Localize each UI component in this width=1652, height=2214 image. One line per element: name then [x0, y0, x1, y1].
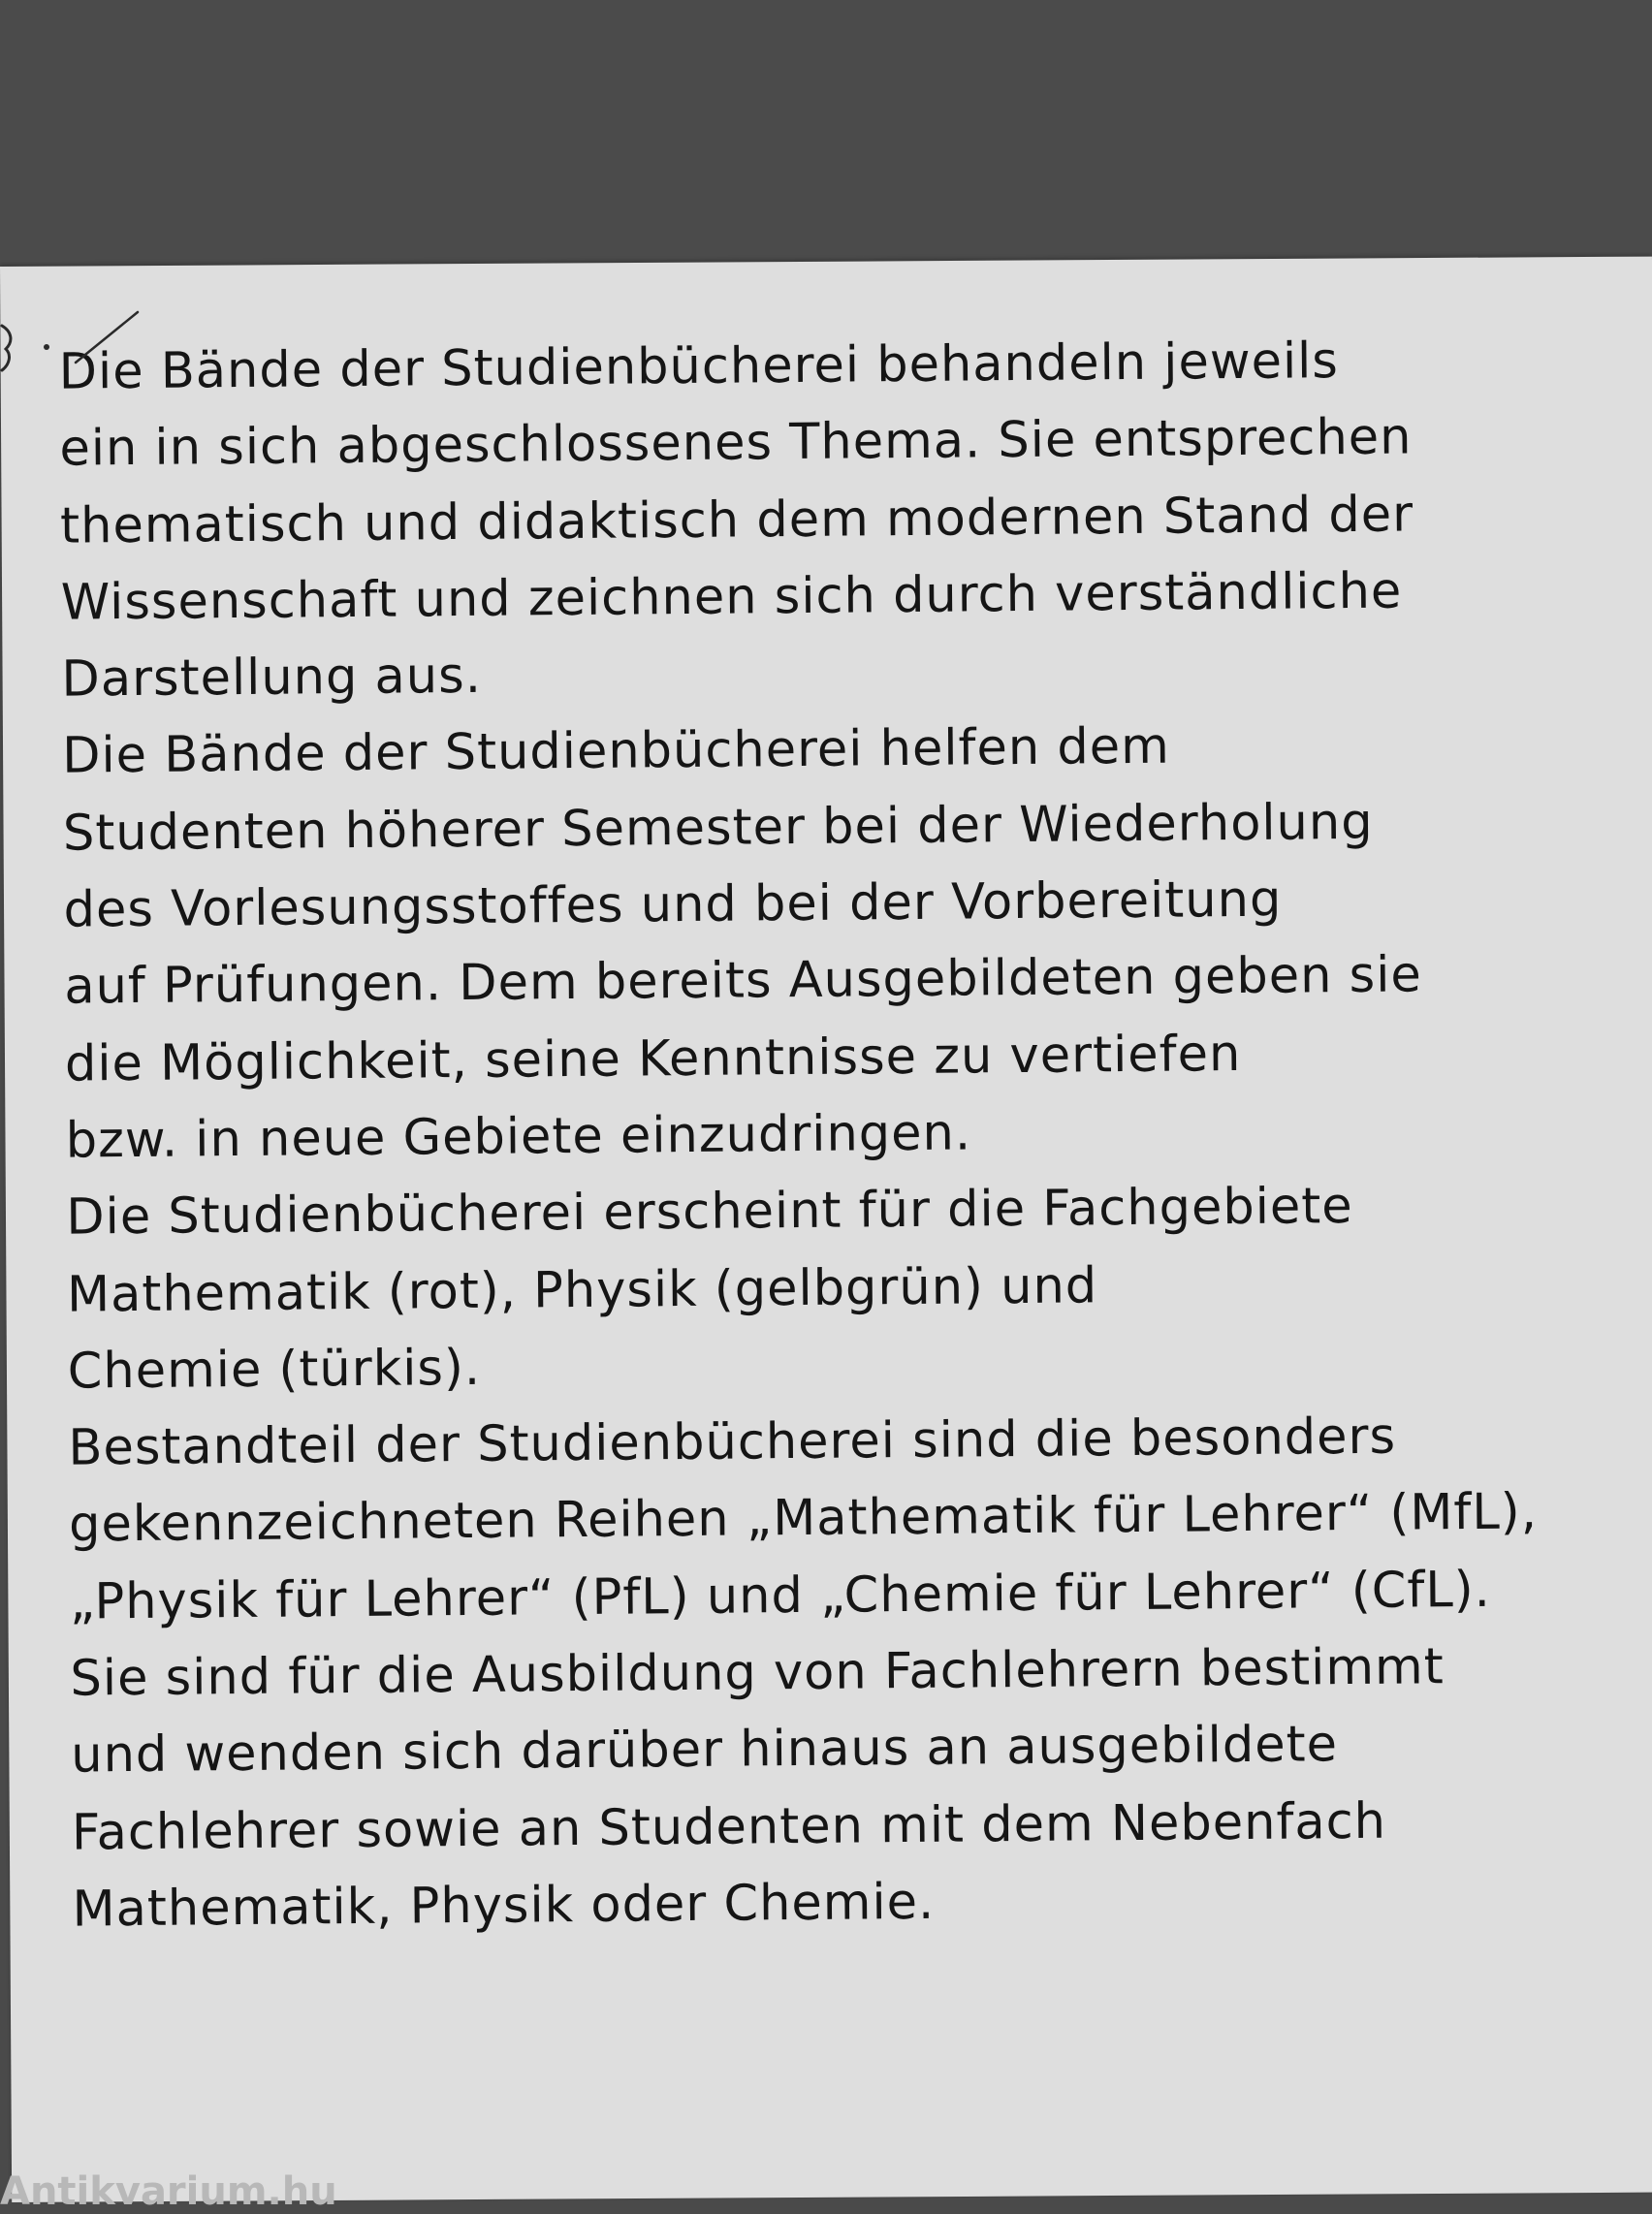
- text-line: Mathematik (rot), Physik (gelbgrün) und: [66, 1256, 1098, 1324]
- text-line: des Vorlesungsstoffes und bei der Vorbereitung: [63, 870, 1283, 939]
- text-line: Chemie (türkis).: [67, 1339, 482, 1401]
- text-line: Bestandteil der Studienbücherei sind die besonders: [68, 1407, 1397, 1477]
- text-line: Mathematik, Physik oder Chemie.: [72, 1873, 936, 1939]
- text-line: Die Studienbücherei erscheint für die Fachgebiete: [66, 1178, 1353, 1247]
- text-line: und wenden sich darüber hinaus an ausgebildete: [70, 1716, 1339, 1785]
- dark-background: [0, 0, 1652, 276]
- text-line: Die Bände der Studienbücherei helfen dem: [61, 718, 1171, 786]
- paper-page: [0, 257, 1652, 2202]
- text-line: auf Prüfungen. Dem bereits Ausgebildeten geben sie: [64, 946, 1423, 1016]
- body-text: [58, 321, 1623, 1948]
- text-line: Sie sind für die Ausbildung von Fachlehrern bestimmt: [70, 1638, 1445, 1708]
- text-line: bzw. in neue Gebiete einzudringen.: [65, 1104, 972, 1170]
- text-line: die Möglichkeit, seine Kenntnisse zu vertiefen: [64, 1025, 1242, 1093]
- text-line: Wissenschaft und zeichnen sich durch verständliche: [60, 562, 1403, 632]
- text-line: Studenten höherer Semester bei der Wiederholung: [62, 793, 1374, 863]
- text-line: thematisch und didaktisch dem modernen Stand der: [59, 486, 1414, 555]
- watermark: Antikvarium.hu: [0, 2169, 337, 2214]
- text-line: „Physik für Lehrer“ (PfL) und „Chemie für Lehrer“ (CfL).: [69, 1561, 1492, 1631]
- pencil-mark-icon: [0, 308, 145, 415]
- text-line: Fachlehrer sowie an Studenten mit dem Nebenfach: [71, 1792, 1387, 1862]
- text-line: Die Bände der Studienbücherei behandeln jeweils: [58, 332, 1340, 401]
- text-line: Darstellung aus.: [61, 648, 483, 709]
- text-line: gekennzeichneten Reihen „Mathematik für Lehrer“ (MfL),: [68, 1483, 1539, 1555]
- text-line: ein in sich abgeschlossenes Thema. Sie entsprechen: [59, 408, 1413, 478]
